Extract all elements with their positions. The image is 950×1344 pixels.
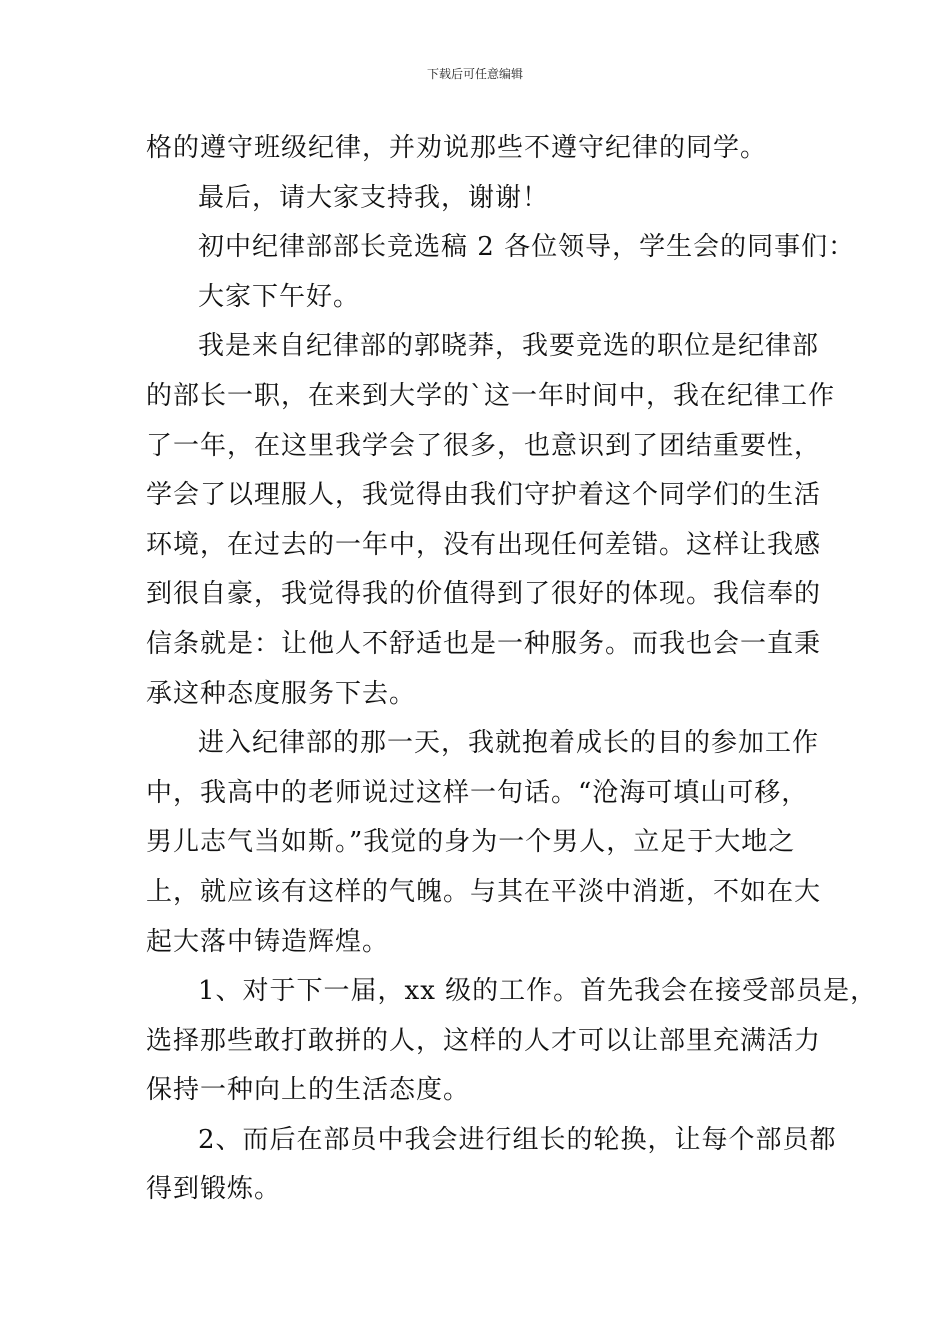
text-line: 的部长一职，在来到大学的`这一年时间中，我在纪律工作 <box>146 380 836 411</box>
text-line: 男儿志气当如斯。”我觉的身为一个男人，立足于大地之 <box>146 827 796 858</box>
text-line: 进入纪律部的那一天，我就抱着成长的目的参加工作 <box>198 728 820 759</box>
document-body <box>146 124 878 1215</box>
text-line: 到很自豪，我觉得我的价值得到了很好的体现。我信奉的 <box>146 579 822 610</box>
text-line: 大家下午好。 <box>198 281 361 312</box>
text-line: 信条就是：让他人不舒适也是一种服务。而我也会一直秉 <box>146 628 822 659</box>
text-line: 了一年，在这里我学会了很多，也意识到了团结重要性， <box>146 430 822 461</box>
text-line: 最后，请大家支持我，谢谢！ <box>198 182 550 213</box>
text-line: 格的遵守班级纪律，并劝说那些不遵守纪律的同学。 <box>146 133 768 163</box>
text-line: 上，就应该有这样的气魄。与其在平淡中消逝，不如在大 <box>146 876 822 907</box>
text-line: 2、而后在部员中我会进行组长的轮换，让每个部员都 <box>198 1124 837 1155</box>
text-line: 学会了以理服人，我觉得由我们守护着这个同学们的生活 <box>146 480 822 511</box>
text-line: 我是来自纪律部的郭晓莽，我要竞选的职位是纪律部 <box>198 331 820 362</box>
text-line: 初中纪律部部长竞选稿 2 各位领导，学生会的同事们： <box>198 232 856 263</box>
page-header: 下载后可任意编辑 <box>426 67 523 81</box>
text-line: 环境，在过去的一年中，没有出现任何差错。这样让我感 <box>146 529 822 560</box>
text-line: 选择那些敢打敢拼的人，这样的人才可以让部里充满活力 <box>146 1025 822 1056</box>
text-line: 得到锻炼。 <box>146 1174 282 1205</box>
text-line: 起大落中铸造辉煌。 <box>146 926 390 957</box>
text-line: 中，我高中的老师说过这样一句话。“沧海可填山可移， <box>146 777 809 808</box>
text-line: 承这种态度服务下去。 <box>146 678 417 709</box>
text-line: 保持一种向上的生活态度。 <box>146 1075 471 1106</box>
text-line: 1、对于下一届，xx 级的工作。首先我会在接受部员是， <box>198 976 878 1007</box>
